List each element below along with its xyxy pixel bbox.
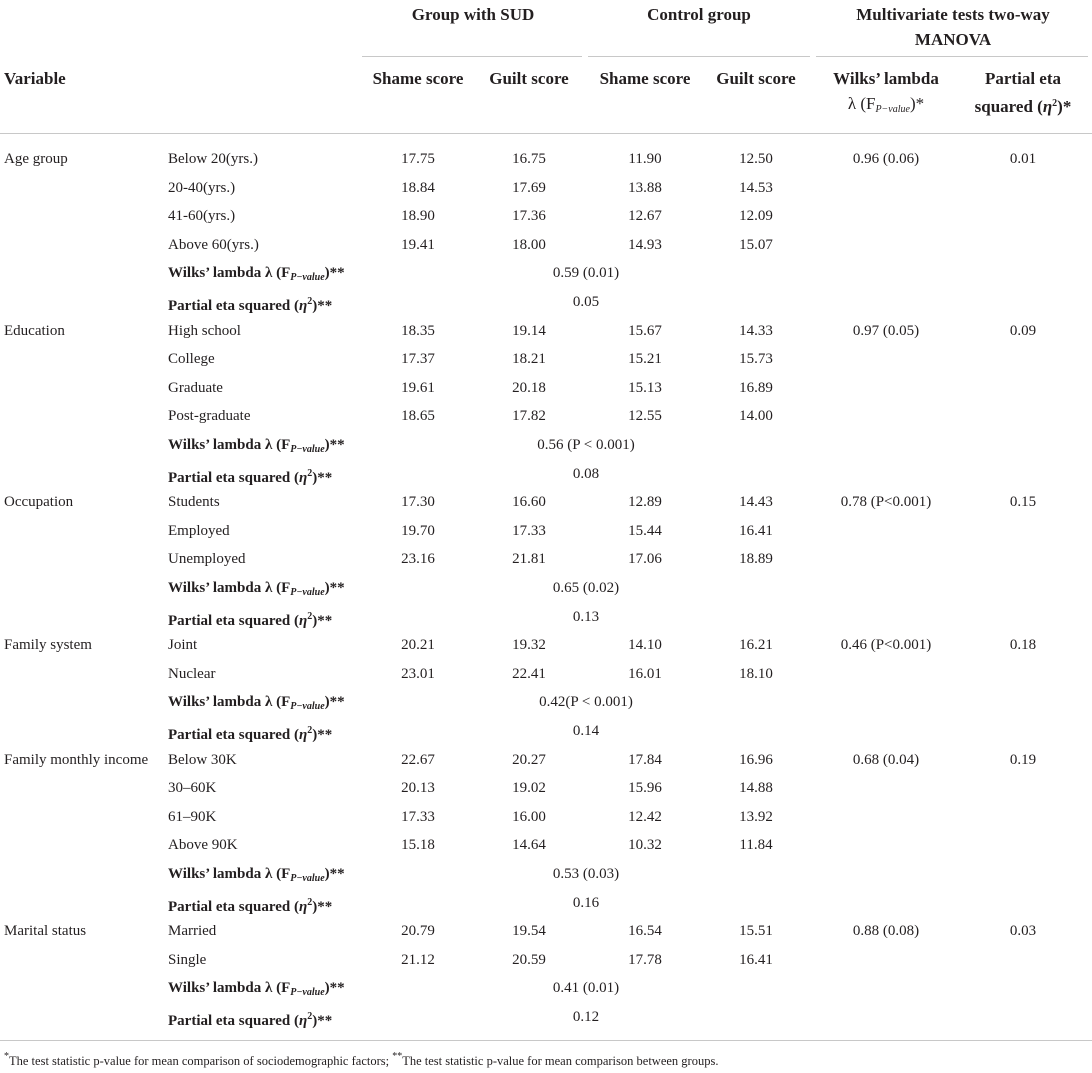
ctrl-guilt-value: 16.41 [739,522,773,539]
ctrl-shame-value: 15.67 [628,322,662,339]
level-label: 30–60K [168,780,217,797]
multivariate-wilks: 0.88 (0.08) [852,923,920,940]
multivariate-wilks: 0.46 (P<0.001) [840,637,932,654]
sud-guilt-value: 17.36 [512,208,546,225]
sud-guilt-value: 19.32 [512,637,546,654]
header-manova-line1: Multivariate tests two-way [856,5,1050,24]
multivariate-wilks: 0.68 (0.04) [852,751,920,768]
multivariate-eta: 0.18 [1009,637,1037,654]
variable-name: Family monthly income [4,751,149,768]
multivariate-wilks: 0.96 (0.06) [852,151,920,167]
sud-guilt-value: 14.64 [512,837,546,854]
variable-name: Family system [4,637,92,654]
sud-guilt-value: 22.41 [512,665,546,682]
ctrl-guilt-value: 13.92 [739,808,773,825]
header-wilks-line1: Wilks’ lambda [833,69,939,88]
header-wilks [816,66,956,122]
between-eta-value: 0.13 [572,608,600,625]
ctrl-shame-value: 17.78 [628,951,662,968]
ctrl-shame-value: 15.44 [628,522,662,539]
header-sud-guilt: Guilt score [489,69,569,88]
level-label: Married [168,923,217,940]
sud-guilt-value: 20.18 [512,379,546,396]
ctrl-shame-value: 14.93 [628,236,662,253]
header-manova-line2: MANOVA [914,30,992,49]
between-wilks-value: 0.53 (0.03) [552,866,620,882]
sud-guilt-value: 17.33 [512,522,546,539]
ctrl-shame-value: 13.88 [628,179,662,196]
footnote: *The test statistic p-value for mean comparison of sociodemographic factors; **The test statistic p-value for mean comparison between groups. [4,1051,719,1068]
ctrl-guilt-value: 15.51 [739,923,773,940]
level-label: Employed [168,522,230,539]
sud-shame-value: 18.90 [401,208,435,225]
sud-guilt-value: 18.00 [512,236,546,253]
multivariate-eta: 0.19 [1009,751,1037,768]
header-ctrl-guilt: Guilt score [716,69,796,88]
between-eta-label: Partial eta squared $(\eta^2)**$ [168,296,333,314]
ctrl-shame-value: 12.55 [628,408,662,425]
header-wilks-line2: λ $(F_{P-value})*$ [847,94,925,115]
between-eta-value: 0.08 [572,465,600,482]
between-wilks-value: 0.41 (0.01) [552,980,620,997]
sud-shame-value: 23.01 [401,665,435,682]
sud-shame-value: 17.37 [401,351,435,368]
between-wilks-value: 0.65 (0.02) [552,580,620,596]
variable-name: Age group [4,151,68,167]
ctrl-shame-value: 17.06 [628,551,662,568]
ctrl-guilt-value: 18.89 [739,551,773,568]
ctrl-shame-value: 15.13 [628,379,662,396]
between-eta-value: 0.14 [572,723,600,739]
sud-guilt-value: 16.60 [512,494,546,511]
sud-shame-value: 17.75 [401,151,435,167]
between-wilks-label: Wilks’ lambda λ $(F_{P-value})**$ [168,265,345,284]
sud-shame-value: 17.30 [401,494,435,511]
level-label: Below 20(yrs.) [168,151,258,167]
ctrl-guilt-value: 15.07 [739,236,773,253]
ctrl-guilt-value: 12.09 [739,208,773,225]
ctrl-shame-value: 17.84 [628,751,662,768]
sud-shame-value: 23.16 [401,551,435,568]
ctrl-shame-value: 11.90 [628,151,662,167]
level-label: Below 30K [168,751,237,768]
header-eta [956,66,1090,119]
ctrl-guilt-value: 14.43 [739,494,773,511]
level-label: 20-40(yrs.) [168,179,236,196]
between-eta-value: 0.12 [572,1009,600,1025]
header-eta-line2: squared $(\eta^2)*$ [974,97,1072,116]
between-eta-label: Partial eta squared $(\eta^2)**$ [168,610,333,629]
ctrl-guilt-value: 12.50 [739,151,773,167]
sud-shame-value: 21.12 [401,951,435,968]
sud-shame-value: 17.33 [401,808,435,825]
sud-guilt-value: 16.75 [512,151,546,167]
sud-shame-value: 20.13 [401,780,435,797]
ctrl-shame-value: 12.89 [628,494,662,511]
sud-shame-value: 22.67 [401,751,435,768]
sud-guilt-value: 19.14 [512,322,546,339]
multivariate-eta: 0.03 [1009,923,1037,940]
ctrl-shame-value: 12.67 [628,208,662,225]
ctrl-guilt-value: 16.41 [739,951,773,968]
sud-guilt-value: 20.27 [512,751,546,768]
variable-name: Occupation [4,494,74,511]
ctrl-shame-value: 16.54 [628,923,662,940]
level-label: Single [168,951,207,968]
level-label: High school [168,322,241,339]
ctrl-guilt-value: 16.21 [739,637,773,654]
ctrl-guilt-value: 11.84 [739,837,773,854]
between-wilks-label: Wilks’ lambda λ $(F_{P-value})**$ [168,980,345,999]
sud-guilt-value: 16.00 [512,808,546,825]
level-label: Students [168,494,220,511]
between-wilks-label: Wilks’ lambda λ $(F_{P-value})**$ [168,866,345,884]
header-rule-control [588,56,810,57]
ctrl-shame-value: 12.42 [628,808,662,825]
level-label: 41-60(yrs.) [168,208,236,225]
sud-shame-value: 20.79 [401,923,435,940]
sud-shame-value: 15.18 [401,837,435,854]
ctrl-guilt-value: 14.53 [739,179,773,196]
level-label: Post-graduate [168,408,251,425]
header-manova [816,2,1090,52]
header-ctrl-shame: Shame score [599,69,691,88]
between-wilks-value: 0.42(P < 0.001) [539,694,633,711]
header-variable: Variable [4,69,66,88]
header-eta-line1: Partial eta [985,69,1061,88]
ctrl-shame-value: 16.01 [628,665,662,682]
between-eta-label: Partial eta squared $(\eta^2)**$ [168,896,333,915]
sud-shame-value: 19.70 [401,522,435,539]
between-wilks-label: Wilks’ lambda λ $(F_{P-value})**$ [168,437,345,455]
sud-shame-value: 18.84 [401,179,435,196]
header-bottom-rule [0,133,1092,134]
sud-guilt-value: 18.21 [512,351,546,368]
multivariate-eta: 0.01 [1009,151,1037,167]
sud-shame-value: 18.35 [401,322,435,339]
ctrl-shame-value: 14.10 [628,637,662,654]
level-label: Unemployed [168,551,246,568]
sud-shame-value: 19.61 [401,379,435,396]
between-eta-label: Partial eta squared $(\eta^2)**$ [168,1011,333,1029]
between-eta-value: 0.05 [572,294,600,310]
sud-guilt-value: 19.02 [512,780,546,797]
multivariate-wilks: 0.78 (P<0.001) [840,494,932,511]
ctrl-shame-value: 15.21 [628,351,662,368]
ctrl-guilt-value: 16.89 [739,379,773,396]
header-group-sud: Group with SUD [411,5,535,24]
level-label: Nuclear [168,665,216,682]
between-wilks-label: Wilks’ lambda λ $(F_{P-value})**$ [168,694,345,713]
sud-shame-value: 18.65 [401,408,435,425]
level-label: Above 90K [168,837,238,854]
multivariate-eta: 0.09 [1009,322,1037,339]
ctrl-guilt-value: 14.88 [739,780,773,797]
multivariate-eta: 0.15 [1009,494,1037,511]
header-control-group: Control group [647,5,751,24]
ctrl-guilt-value: 14.00 [739,408,773,425]
level-label: College [168,351,215,368]
between-wilks-label: Wilks’ lambda λ $(F_{P-value})**$ [168,580,345,598]
ctrl-guilt-value: 16.96 [739,751,773,768]
variable-name: Education [4,322,65,339]
sud-guilt-value: 17.69 [512,179,546,196]
ctrl-shame-value: 15.96 [628,780,662,797]
ctrl-guilt-value: 18.10 [739,665,773,682]
sud-shame-value: 20.21 [401,637,435,654]
header-sud-shame: Shame score [372,69,464,88]
sud-guilt-value: 20.59 [512,951,546,968]
ctrl-shame-value: 10.32 [628,837,662,854]
multivariate-wilks: 0.97 (0.05) [852,322,920,339]
table-bottom-rule [0,1040,1092,1041]
ctrl-guilt-value: 14.33 [739,322,773,339]
header-rule-manova [816,56,1088,57]
between-eta-value: 0.16 [572,894,600,911]
ctrl-guilt-value: 15.73 [739,351,773,368]
sud-shame-value: 19.41 [401,236,435,253]
level-label: Joint [168,637,198,654]
level-label: Above 60(yrs.) [168,236,259,253]
between-eta-label: Partial eta squared $(\eta^2)**$ [168,725,333,743]
variable-name: Marital status [4,923,87,940]
level-label: 61–90K [168,808,217,825]
level-label: Graduate [168,379,223,396]
between-eta-label: Partial eta squared $(\eta^2)**$ [168,467,333,486]
between-wilks-value: 0.56 (P < 0.001) [537,437,635,453]
sud-guilt-value: 21.81 [512,551,546,568]
header-rule-sud [362,56,582,57]
sud-guilt-value: 17.82 [512,408,546,425]
sud-guilt-value: 19.54 [512,923,546,940]
between-wilks-value: 0.59 (0.01) [552,265,620,282]
